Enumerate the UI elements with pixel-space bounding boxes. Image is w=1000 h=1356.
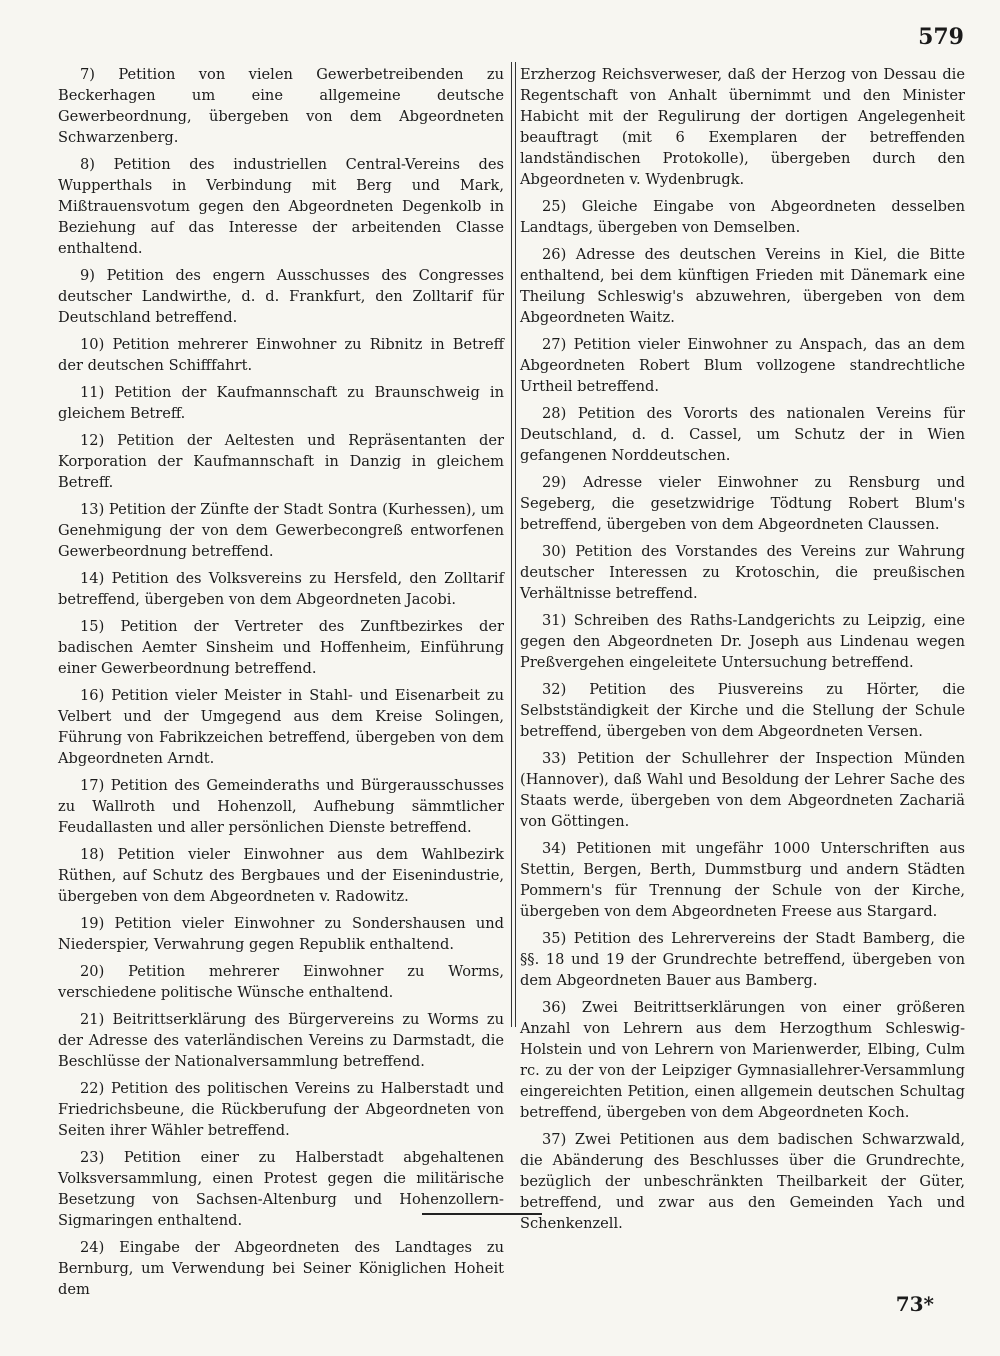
petition-item: 19) Petition vieler Einwohner zu Sondershausen und Niederspier, Verwahrung gegen Republik enthaltend. xyxy=(58,915,504,953)
petition-item: 8) Petition des industriellen Central-Vereins des Wupperthals in Verbindung mit Berg und Mark, Mißtrauensvotum gegen den Abgeordneten Degenkolb in Beziehung auf das Interesse der arbeitenden Classe enthaltend. xyxy=(58,156,504,257)
petition-item: 33) Petition der Schullehrer der Inspection Münden (Hannover), daß Wahl und Besoldung der Lehrer Sache des Staats werde, übergeben von dem Abgeordneten Zachariä von Göttingen. xyxy=(520,750,965,830)
petition-item: 14) Petition des Volksvereins zu Hersfeld, den Zolltarif betreffend, übergeben von dem Abgeordneten Jacobi. xyxy=(58,570,504,608)
petition-item: 16) Petition vieler Meister in Stahl- und Eisenarbeit zu Velbert und der Umgegend aus dem Kreise Solingen, Führung von Fabrikzeichen betreffend, übergeben von dem Abgeordneten Arndt. xyxy=(58,687,504,767)
petition-item: 10) Petition mehrerer Einwohner zu Ribnitz in Betreff der deutschen Schifffahrt. xyxy=(58,336,504,374)
petition-item: 36) Zwei Beitrittserklärungen von einer größeren Anzahl von Lehrern aus dem Herzogthum Schleswig-Holstein und von Lehrern von Marienwerder, Elbing, Culm rc. zu der von der Leipziger Gymnasiallehrer-Versammlung eingereichten Petition, einen allgemein deutschen Schultag betreffend, übergeben von dem Abgeordneten Koch. xyxy=(520,999,965,1121)
signature-mark: 73* xyxy=(895,1292,934,1316)
page-number: 579 xyxy=(918,24,964,50)
petition-item: 34) Petitionen mit ungefähr 1000 Unterschriften aus Stettin, Bergen, Berth, Dummstburg und andern Städten Pommern's für Trennung der Schule von der Kirche, übergeben von dem Abgeordneten Freese aus Stargard. xyxy=(520,840,965,920)
petition-item: 9) Petition des engern Ausschusses des Congresses deutscher Landwirthe, d. d. Frankfurt, den Zolltarif für Deutschland betreffend. xyxy=(58,267,504,326)
petition-continuation: Erzherzog Reichsverweser, daß der Herzog von Dessau die Regentschaft von Anhalt übernimmt und den Minister Habicht mit der Regulirung der dortigen Angelegenheit beauftragt (mit 6 Exemplaren der betreffenden landständischen Protokolle), übergeben durch den Abgeordneten v. Wydenbrugk. xyxy=(520,66,965,188)
petition-item: 28) Petition des Vororts des nationalen Vereins für Deutschland, d. d. Cassel, um Schutz der in Wien gefangenen Norddeutschen. xyxy=(520,405,965,464)
petition-item: 30) Petition des Vorstandes des Vereins zur Wahrung deutscher Interessen zu Krotoschin, die preußischen Verhältnisse betreffend. xyxy=(520,543,965,602)
petition-item: 23) Petition einer zu Halberstadt abgehaltenen Volksversammlung, einen Protest gegen die militärische Besetzung von Sachsen-Altenburg und Hohenzollern-Sigmaringen enthaltend. xyxy=(58,1149,504,1229)
petition-item: 20) Petition mehrerer Einwohner zu Worms, verschiedene politische Wünsche enthaltend. xyxy=(58,963,504,1001)
petition-item: 12) Petition der Aeltesten und Repräsentanten der Korporation der Kaufmannschaft in Danzig in gleichem Betreff. xyxy=(58,432,504,491)
petition-item: 26) Adresse des deutschen Vereins in Kiel, die Bitte enthaltend, bei dem künftigen Frieden mit Dänemark eine Theilung Schleswig's abzuwehren, übergeben von dem Abgeordneten Waitz. xyxy=(520,246,965,326)
petition-item: 31) Schreiben des Raths-Landgerichts zu Leipzig, eine gegen den Abgeordneten Dr. Joseph aus Lindenau wegen Preßvergehen eingeleitete Untersuchung betreffend. xyxy=(520,612,965,671)
petition-item: 37) Zwei Petitionen aus dem badischen Schwarzwald, die Abänderung des Beschlusses über die Grundrechte, bezüglich der unbeschränkten Theilbarkeit der Güter, betreffend, und zwar aus den Gemeinden Yach und Schenkenzell. xyxy=(520,1131,965,1232)
left-column xyxy=(58,64,504,1306)
petition-item: 17) Petition des Gemeinderaths und Bürgerausschusses zu Wallroth und Hohenzoll, Aufhebung sämmtlicher Feudallasten und aller persönlichen Dienste betreffend. xyxy=(58,777,504,836)
petition-item: 15) Petition der Vertreter des Zunftbezirkes der badischen Aemter Sinsheim und Hoffenheim, Einführung einer Gewerbeordnung betreffend. xyxy=(58,618,504,677)
petition-item: 7) Petition von vielen Gewerbetreibenden zu Beckerhagen um eine allgemeine deutsche Gewerbeordnung, übergeben von dem Abgeordneten Schwarzenberg. xyxy=(58,66,504,146)
column-divider xyxy=(511,62,516,1027)
petition-item: 18) Petition vieler Einwohner aus dem Wahlbezirk Rüthen, auf Schutz des Bergbaues und der Eisenindustrie, übergeben von dem Abgeordneten v. Radowitz. xyxy=(58,846,504,905)
petition-item: 35) Petition des Lehrervereins der Stadt Bamberg, die §§. 18 und 19 der Grundrechte betreffend, übergeben von dem Abgeordneten Bauer aus Bamberg. xyxy=(520,930,965,989)
petition-item: 11) Petition der Kaufmannschaft zu Braunschweig in gleichem Betreff. xyxy=(58,384,504,422)
footer-rule xyxy=(422,1213,542,1215)
petition-item: 24) Eingabe der Abgeordneten des Landtages zu Bernburg, um Verwendung bei Seiner Königlichen Hoheit dem xyxy=(58,1239,504,1298)
right-column xyxy=(520,64,965,1240)
petition-item: 13) Petition der Zünfte der Stadt Sontra (Kurhessen), um Genehmigung der von dem Gewerbecongreß entworfenen Gewerbeordnung betreffend. xyxy=(58,501,504,560)
petition-item: 21) Beitrittserklärung des Bürgervereins zu Worms zu der Adresse des vaterländischen Vereins zu Darmstadt, die Beschlüsse der Nationalversammlung betreffend. xyxy=(58,1011,504,1070)
petition-item: 27) Petition vieler Einwohner zu Anspach, das an dem Abgeordneten Robert Blum vollzogene standrechtliche Urtheil betreffend. xyxy=(520,336,965,395)
petition-item: 32) Petition des Piusvereins zu Hörter, die Selbstständigkeit der Kirche und die Stellung der Schule betreffend, übergeben von dem Abgeordneten Versen. xyxy=(520,681,965,740)
petition-item: 22) Petition des politischen Vereins zu Halberstadt und Friedrichsbeune, die Rückberufung der Abgeordneten von Seiten ihrer Wähler betreffend. xyxy=(58,1080,504,1139)
petition-item: 25) Gleiche Eingabe von Abgeordneten desselben Landtags, übergeben von Demselben. xyxy=(520,198,965,236)
petition-item: 29) Adresse vieler Einwohner zu Rensburg und Segeberg, die gesetzwidrige Tödtung Robert Blum's betreffend, übergeben von dem Abgeordneten Claussen. xyxy=(520,474,965,533)
